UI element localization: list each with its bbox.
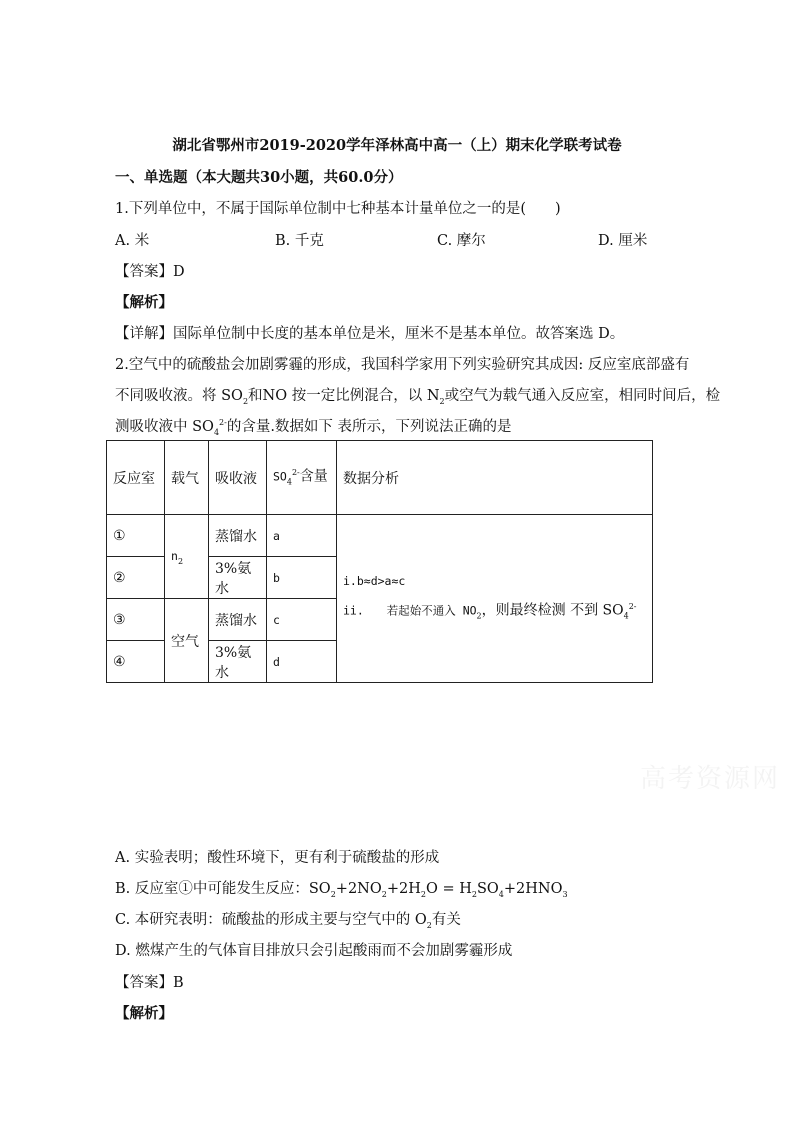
q2-option-d: D. 燃煤产生的气体盲目排放只会引起酸雨而不会加剧雾霾形成 [115, 943, 513, 959]
q1-answer: 【答案】D [115, 264, 185, 280]
experiment-table [106, 440, 653, 683]
q1-detail: 【详解】国际单位制中长度的基本单位是米，厘米不是基本单位。故答案选 D。 [115, 326, 625, 342]
gas-cell-n2: $n_2$ [165, 515, 209, 599]
header-liquid: 吸收液 [209, 441, 267, 515]
analysis-ii: ii. 若起始不通入 $NO_2$，则最终检测 不到 $SO_4^{2-}$ [343, 601, 637, 621]
section-heading: 一、单选题（本大题共30小题，共60.0分） [115, 169, 403, 186]
q1-analysis-label: 【解析】 [115, 294, 173, 311]
q1-option-c: C. 摩尔 [437, 233, 486, 249]
room-cell: ④ [107, 641, 165, 683]
header-content: $SO_4^{2-}$含量 [267, 441, 337, 515]
header-room: 反应室 [107, 441, 165, 515]
page-title: 湖北省鄂州市2019-2020学年泽林高中高一（上）期末化学联考试卷 [172, 137, 622, 154]
analysis-cell [337, 515, 653, 683]
q1-stem: 1.下列单位中，不属于国际单位制中七种基本计量单位之一的是( ) [115, 201, 561, 217]
table-row [107, 515, 653, 557]
room-cell: ② [107, 557, 165, 599]
table-header-row [107, 441, 653, 515]
q2-analysis-label: 【解析】 [115, 1005, 173, 1022]
q2-option-c: C. 本研究表明：硫酸盐的形成主要与空气中的 $O_2$有关 [115, 912, 461, 930]
liquid-cell: 蒸馏水 [209, 599, 267, 641]
q1-option-a: A. 米 [115, 233, 150, 249]
q2-stem-line3: 测吸收液中 $SO_4^{2-}$的含量.数据如下 表所示，下列说法正确的是 [115, 418, 512, 437]
q2-stem-line1: 2.空气中的硫酸盐会加剧雾霾的形成，我国科学家用下列实验研究其成因: 反应室底部盛有 [115, 357, 690, 373]
liquid-cell: 3%氨水 [209, 557, 267, 599]
content-cell: c [267, 599, 337, 641]
q2-option-b: B. 反应室①中可能发生反应：$SO_2+2NO_2+2H_2O = H_2SO_4+2HNO_3$ [115, 881, 568, 899]
header-analysis: 数据分析 [337, 441, 653, 515]
q1-option-b: B. 千克 [275, 233, 324, 249]
liquid-cell: 3%氨水 [209, 641, 267, 683]
analysis-i: i.b≈d>a≈c [343, 573, 406, 588]
content-cell: a [267, 515, 337, 557]
header-gas: 载气 [165, 441, 209, 515]
content-cell: b [267, 557, 337, 599]
content-cell: d [267, 641, 337, 683]
liquid-cell: 蒸馏水 [209, 515, 267, 557]
watermark: 高考资源网 [640, 764, 781, 794]
q2-stem-line2: 不同吸收液。将 $SO_2$和NO 按一定比例混合，以 $N_2$或空气为载气通入反应室，相同时间后，检 [115, 388, 721, 406]
gas-cell-air: 空气 [165, 599, 209, 683]
room-cell: ① [107, 515, 165, 557]
room-cell: ③ [107, 599, 165, 641]
q2-answer: 【答案】B [115, 975, 184, 991]
q1-option-d: D. 厘米 [598, 233, 648, 249]
q2-option-a: A. 实验表明；酸性环境下，更有利于硫酸盐的形成 [115, 850, 440, 866]
